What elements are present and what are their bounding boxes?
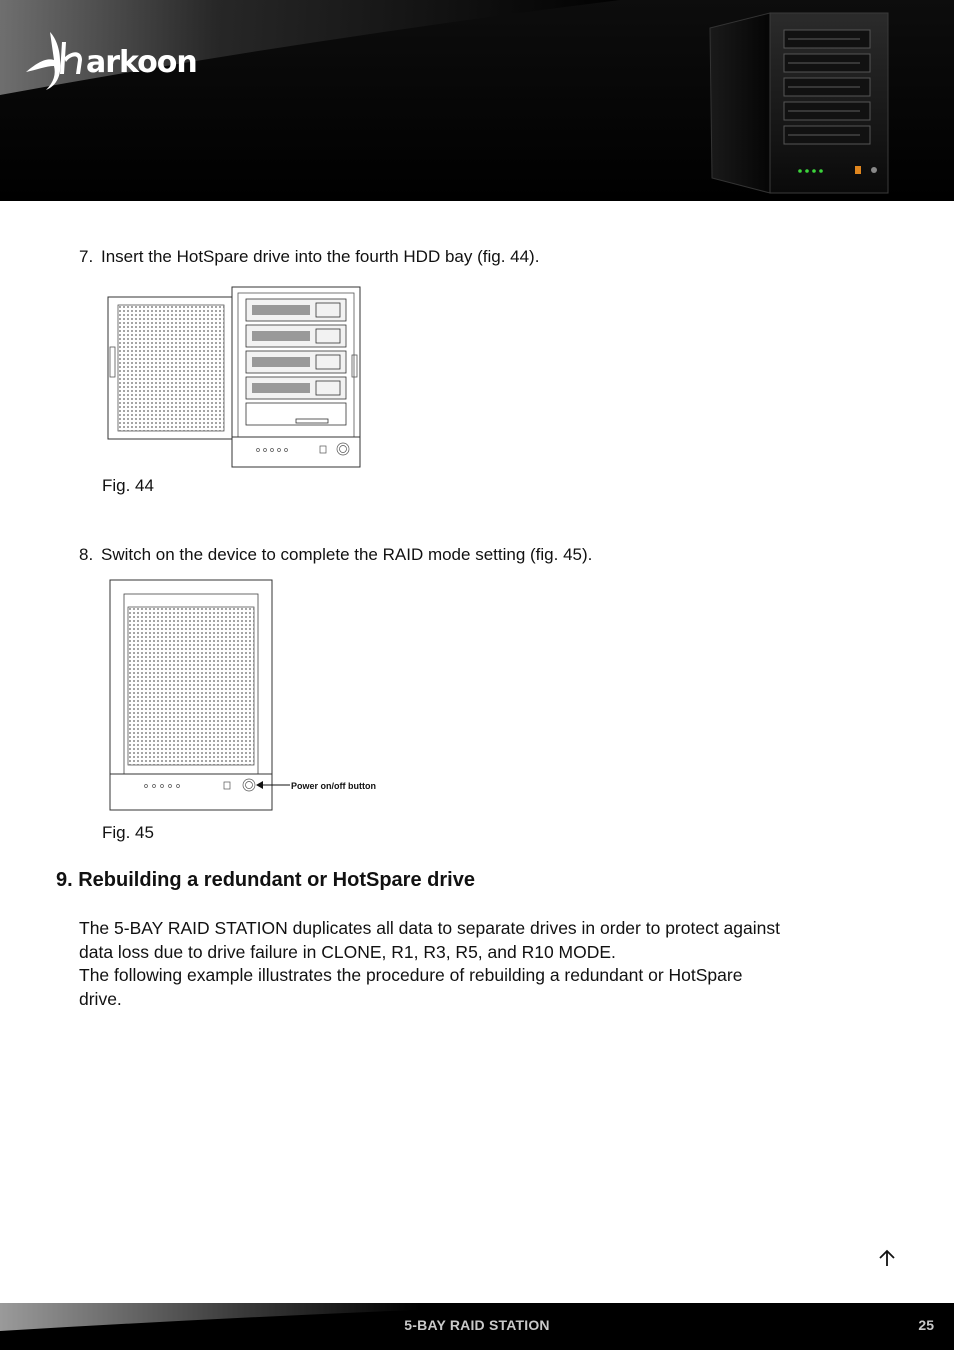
section-heading: 9. Rebuilding a redundant or HotSpare drive [56,869,475,891]
callout-arrow-icon [254,778,290,792]
sharkoon-logo [20,20,230,100]
figure-44-caption: Fig. 44 [102,476,154,495]
step-number: 7. [79,247,94,266]
paragraph-line: drive. [79,988,122,1009]
step-text: Insert the HotSpare drive into the fourth HDD bay (fig. 44). [101,247,540,266]
step-8 [79,544,592,566]
step-number: 8. [79,545,94,564]
page-footer [0,1303,954,1350]
figure-45-caption: Fig. 45 [102,823,154,842]
logo-wordmark: arkoon [86,45,197,80]
section-paragraph [79,917,909,1011]
up-arrow-icon[interactable] [877,1248,897,1268]
paragraph-line: The 5-BAY RAID STATION duplicates all data to separate drives in order to protect against [79,918,780,938]
product-image [700,8,900,198]
step-text: Switch on the device to complete the RAID mode setting (fig. 45). [101,545,593,564]
figure-45-drawing [108,579,274,811]
paragraph-line: data loss due to drive failure in CLONE, R1, R3, R5, and R10 MODE. [79,941,616,962]
step-7 [79,246,539,268]
page-header [0,0,954,201]
figure-44-drawing [106,285,362,469]
page-number: 25 [918,1317,934,1333]
footer-title: 5-BAY RAID STATION [404,1317,550,1333]
power-button-callout: Power on/off button [291,781,376,791]
paragraph-line: The following example illustrates the procedure of rebuilding a redundant or HotSpare [79,965,743,985]
